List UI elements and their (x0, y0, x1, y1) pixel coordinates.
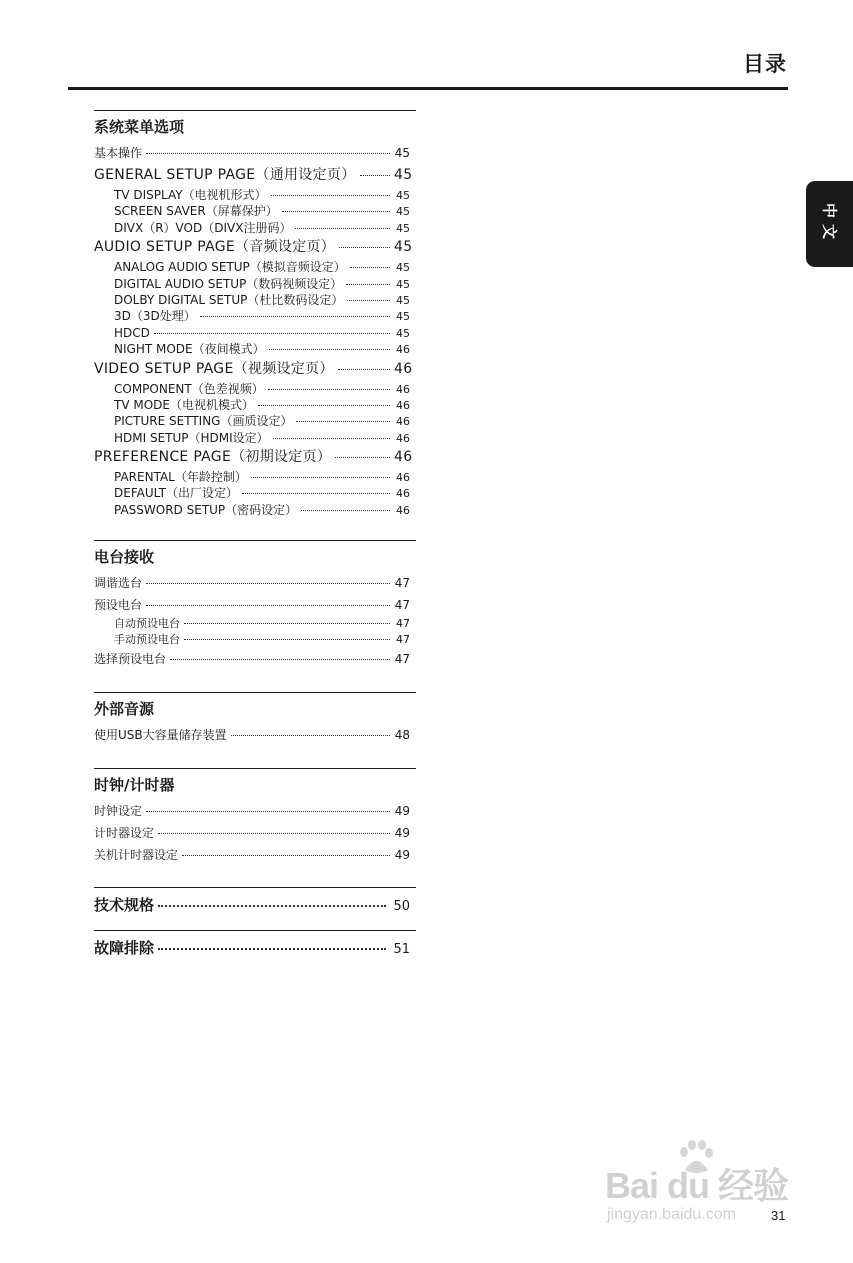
toc-entry[interactable] (94, 220, 416, 236)
dot-leader (258, 405, 390, 406)
toc-entry-title: PICTURE SETTING（画质设定） (114, 414, 293, 429)
dot-leader (251, 477, 390, 478)
dot-leader (347, 300, 390, 301)
toc-entry-title: AUDIO SETUP PAGE（音频设定页） (94, 239, 336, 256)
watermark-main-text: Bai du 经验 (605, 1165, 789, 1206)
dot-leader (158, 948, 386, 950)
toc-entry[interactable] (94, 446, 416, 469)
toc-section (94, 768, 416, 866)
toc-entry-page: 47 (396, 617, 410, 631)
toc-entry-page: 47 (396, 633, 410, 647)
toc-entry[interactable] (94, 485, 416, 501)
toc-entry-page: 45 (394, 239, 413, 256)
header-rule (68, 87, 788, 90)
toc-entry[interactable] (94, 142, 416, 164)
dot-leader (296, 421, 390, 422)
dot-leader (158, 833, 390, 834)
toc-entry-title: 手动预设电台 (114, 633, 180, 647)
toc-entry[interactable] (94, 724, 416, 746)
dot-leader (360, 175, 391, 176)
toc-entry-title: HDCD (114, 325, 150, 340)
toc-entry[interactable] (94, 937, 416, 959)
toc-entry[interactable] (94, 822, 416, 844)
toc-entry-title: DIVX（R）VOD（DIVX注册码） (114, 220, 292, 235)
dot-leader (146, 153, 390, 154)
dot-leader (273, 438, 390, 439)
toc-entry[interactable] (94, 276, 416, 292)
toc-entry-page: 46 (396, 343, 410, 357)
toc-entry-title: TV MODE（电视机模式） (114, 397, 254, 412)
toc-entry-page: 46 (396, 471, 410, 485)
toc-entry-title: 选择预设电台 (94, 652, 167, 667)
toc-entry-page: 45 (396, 326, 410, 340)
toc-section (94, 110, 416, 518)
toc-entry-title: GENERAL SETUP PAGE（通用设定页） (94, 167, 356, 183)
toc-entry-title: VIDEO SETUP PAGE（视频设定页） (94, 360, 334, 377)
language-tab (806, 181, 853, 267)
toc-entry[interactable] (94, 259, 416, 275)
dot-leader (346, 284, 390, 285)
toc-entry-page: 49 (394, 804, 410, 819)
toc-entry[interactable] (94, 502, 416, 518)
toc-entry-page: 45 (396, 189, 410, 202)
toc-entry[interactable] (94, 800, 416, 822)
toc-section (94, 887, 416, 916)
table-of-contents (94, 110, 416, 959)
toc-entry[interactable] (94, 292, 416, 308)
toc-entry[interactable] (94, 381, 416, 397)
toc-entry[interactable] (94, 358, 416, 381)
toc-entry-page: 46 (396, 503, 410, 517)
dot-leader (350, 267, 390, 268)
toc-entry[interactable] (94, 430, 416, 446)
toc-entry-page: 45 (396, 261, 410, 275)
toc-section (94, 540, 416, 670)
dot-leader (146, 583, 390, 584)
toc-entry[interactable] (94, 341, 416, 357)
toc-entry-page: 47 (394, 652, 410, 667)
dot-leader (242, 493, 390, 494)
toc-entry[interactable] (94, 572, 416, 594)
toc-entry-title: TV DISPLAY（电视机形式） (114, 188, 267, 202)
toc-entry-page: 45 (396, 277, 410, 291)
dot-leader (271, 195, 390, 196)
toc-entry[interactable] (94, 325, 416, 341)
toc-entry-page: 45 (396, 293, 410, 307)
dot-leader (338, 369, 390, 370)
toc-entry-title: NIGHT MODE（夜间模式） (114, 342, 265, 357)
toc-entry-page: 49 (394, 848, 410, 863)
toc-entry-title: COMPONENT（色差视频） (114, 381, 264, 396)
toc-entry[interactable] (94, 164, 416, 187)
toc-entry-title: 3D（3D处理） (114, 309, 196, 324)
toc-entry-page: 48 (394, 728, 410, 743)
dot-leader (268, 389, 390, 390)
dot-leader (282, 211, 390, 212)
dot-leader (231, 735, 390, 736)
toc-entry-title: 使用USB大容量储存装置 (94, 728, 227, 743)
toc-entry-title: ANALOG AUDIO SETUP（模拟音频设定） (114, 260, 346, 275)
toc-entry-title: 调谐选台 (94, 576, 143, 591)
toc-entry-page: 46 (396, 431, 410, 445)
toc-entry-page: 46 (396, 382, 410, 396)
toc-entry-title: 关机计时器设定 (94, 848, 179, 863)
toc-entry-page: 46 (396, 487, 410, 501)
toc-entry-title: PASSWORD SETUP（密码设定） (114, 502, 298, 517)
toc-entry[interactable] (94, 894, 416, 916)
toc-entry-title: PARENTAL（年龄控制） (114, 470, 247, 485)
toc-entry-title: 时钟设定 (94, 804, 143, 819)
toc-entry-page: 45 (394, 146, 410, 160)
toc-entry[interactable] (94, 397, 416, 413)
toc-entry-page: 46 (396, 415, 410, 429)
toc-entry-page: 45 (396, 221, 410, 235)
toc-entry-page: 49 (394, 826, 410, 841)
toc-entry-title: 基本操作 (94, 146, 143, 160)
toc-entry-title: PREFERENCE PAGE（初期设定页） (94, 449, 332, 466)
toc-entry-page: 46 (396, 398, 410, 412)
toc-entry-title: 故障排除 (94, 939, 155, 958)
section-heading: 时钟/计时器 (94, 776, 175, 795)
section-heading: 系统菜单选项 (94, 118, 185, 136)
toc-entry-title: 技术规格 (94, 896, 155, 915)
dot-leader (295, 228, 390, 229)
toc-entry[interactable] (94, 308, 416, 324)
toc-entry-page: 45 (396, 205, 410, 219)
toc-entry[interactable] (94, 187, 416, 203)
toc-entry-page: 46 (394, 449, 413, 466)
toc-entry-page: 47 (394, 598, 410, 613)
dot-leader (182, 855, 390, 856)
dot-leader (170, 659, 390, 660)
toc-entry-page: 50 (393, 899, 410, 915)
toc-entry-title: DIGITAL AUDIO SETUP（数码视频设定） (114, 276, 343, 291)
toc-entry[interactable] (94, 844, 416, 866)
dot-leader (154, 333, 390, 334)
toc-entry[interactable] (94, 469, 416, 485)
toc-entry-page: 45 (394, 167, 413, 183)
dot-leader (301, 510, 390, 511)
dot-leader (146, 811, 390, 812)
toc-section (94, 692, 416, 746)
page-title: 目录 (743, 52, 787, 76)
toc-entry[interactable] (94, 594, 416, 616)
dot-leader (158, 905, 386, 907)
toc-entry-page: 46 (394, 360, 413, 377)
toc-entry-title: HDMI SETUP（HDMI设定） (114, 430, 269, 445)
toc-entry[interactable] (94, 616, 416, 632)
page-number: 31 (771, 1208, 786, 1223)
toc-entry-page: 45 (396, 310, 410, 324)
toc-entry-title: DOLBY DIGITAL SETUP（杜比数码设定） (114, 292, 344, 307)
dot-leader (184, 623, 390, 624)
toc-entry-title: 预设电台 (94, 598, 143, 613)
toc-entry-title: SCREEN SAVER（屏幕保护） (114, 204, 278, 219)
toc-entry[interactable] (94, 648, 416, 670)
section-heading: 外部音源 (94, 700, 155, 719)
toc-section (94, 930, 416, 959)
dot-leader (339, 247, 390, 248)
dot-leader (269, 349, 390, 350)
dot-leader (146, 605, 390, 606)
toc-entry[interactable] (94, 203, 416, 219)
dot-leader (335, 457, 390, 458)
toc-entry-title: 自动预设电台 (114, 617, 180, 631)
dot-leader (184, 639, 390, 640)
section-heading: 电台接收 (94, 548, 155, 567)
toc-entry-title: DEFAULT（出厂设定） (114, 486, 238, 501)
toc-entry-page: 51 (393, 942, 410, 958)
toc-entry-page: 47 (394, 576, 410, 591)
toc-entry[interactable] (94, 236, 416, 259)
watermark-url-text: jingyan.baidu.com (607, 1206, 736, 1223)
toc-entry-title: 计时器设定 (94, 826, 155, 841)
toc-entry[interactable] (94, 413, 416, 429)
language-tab-label: 中文 (820, 202, 838, 246)
toc-entry[interactable] (94, 632, 416, 648)
dot-leader (200, 316, 390, 317)
